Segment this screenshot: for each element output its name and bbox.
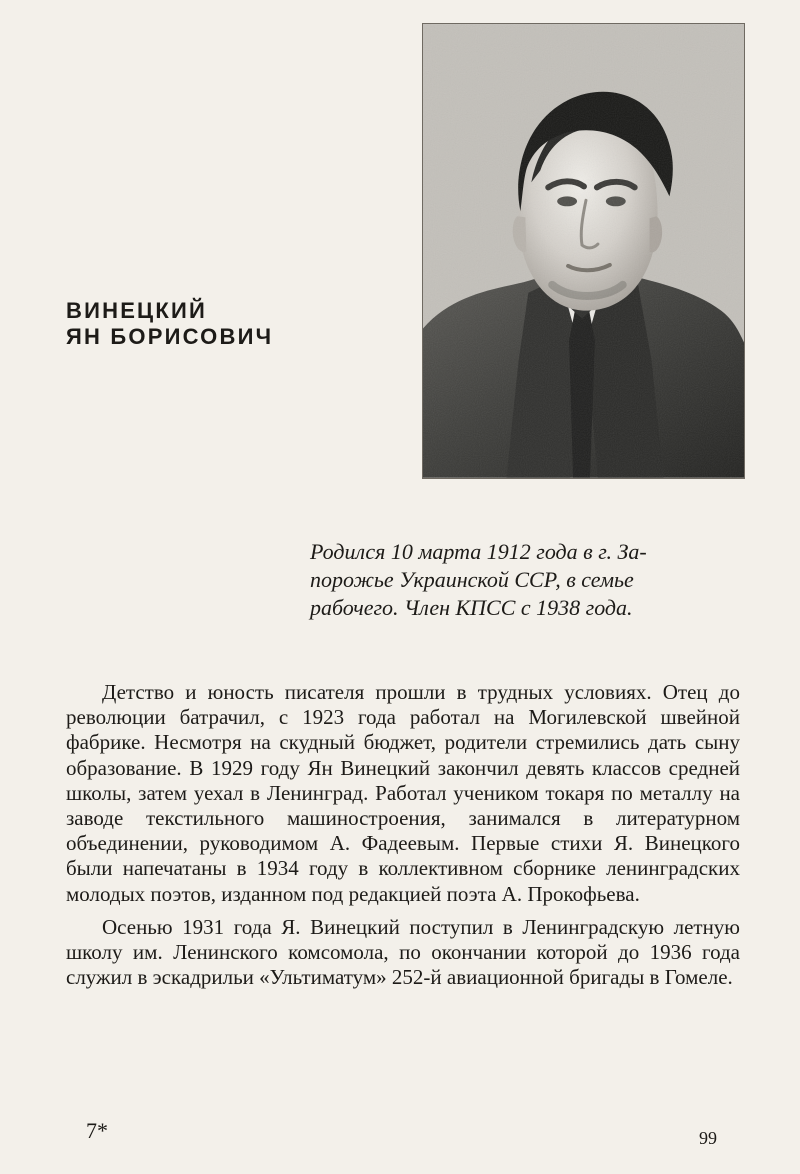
body-paragraph: Осенью 1931 года Я. Винецкий поступил в Ленинградскую летную школу им. Ленинского комсомола, по окончании которой до 1936 года служил в эскадрильи «Ультиматум» 252-й авиационной бригады в Гомеле. xyxy=(66,914,740,990)
printing-signature: 7* xyxy=(86,1118,108,1143)
body-paragraph: Детство и юность писателя прошли в трудных условиях. Отец до революции батрачил, с 1923 года работал на Могилевской швейной фабрике. Несмотря на скудный бюджет, родители стремились дать сыну образование. В 1929 году Ян Винецкий закончил девять классов средней школы, затем уехал в Ленинград. Работал учеником токаря по металлу на заводе текстильного машиностроения, занимался в литературном объединении, руководимом А. Фадеевым. Первые стихи Я. Винецкого были напечатаны в 1934 году в коллективном сборнике ленинградских молодых поэтов, изданном под редакцией поэта А. Прокофьева. xyxy=(66,680,740,906)
portrait-illustration xyxy=(423,24,744,478)
article-body xyxy=(66,680,740,990)
author-surname: ВИНЕЦКИЙ xyxy=(66,298,207,323)
caption-line: порожье Украинской ССР, в семье xyxy=(310,567,634,593)
author-name: ЯН БОРИСОВИЧ xyxy=(66,323,274,349)
author-portrait xyxy=(422,23,745,479)
biographical-caption xyxy=(310,538,741,622)
page-number: 99 xyxy=(699,1128,717,1148)
caption-line: Родился 10 марта 1912 года в г. За- xyxy=(310,539,647,564)
author-heading xyxy=(66,298,273,350)
caption-line: рабочего. Член КПСС с 1938 года. xyxy=(310,595,633,621)
